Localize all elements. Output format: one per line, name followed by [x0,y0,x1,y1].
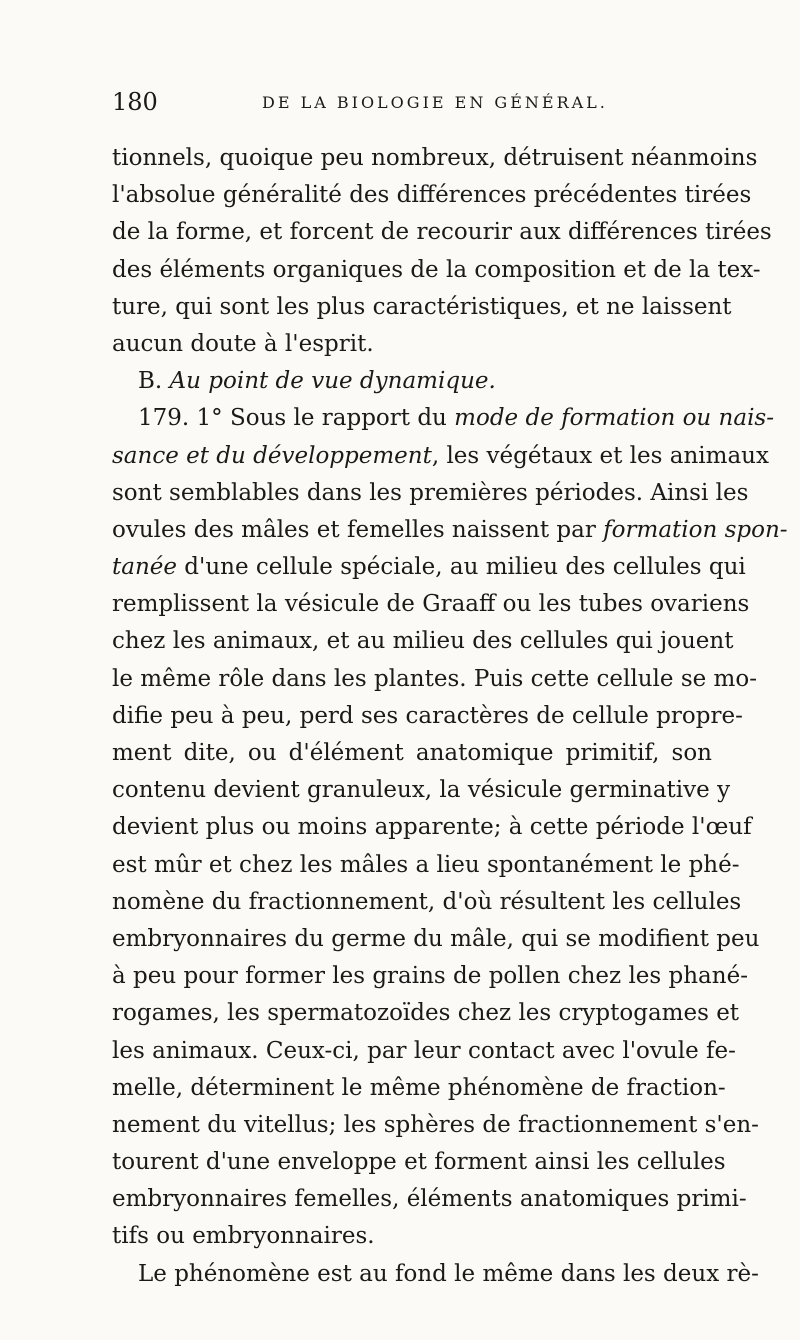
text-line: des éléments organiques de la composition et de la tex- [112,256,761,283]
text-line: difie peu à peu, perd ses caractères de cellule propre- [112,702,743,729]
text-line: tourent d'une enveloppe et forment ainsi les cellules [112,1149,726,1176]
page-number: 180 [112,88,158,116]
text-line: le même rôle dans les plantes. Puis cette cellule se mo- [112,665,757,692]
text-line: à peu pour former les grains de pollen chez les phané- [112,963,748,990]
text-line: Le phénomène est au fond le même dans les deux rè- [138,1260,759,1287]
text-line: sont semblables dans les premières périodes. Ainsi les [112,479,749,506]
text-line: remplissent la vésicule de Graaff ou les tubes ovariens [112,591,750,618]
body-text [112,140,788,1293]
text-line: embryonnaires femelles, éléments anatomiques primi- [112,1186,747,1213]
running-header [112,84,712,120]
text-line: nomène du fractionnement, d'où résultent les cellules [112,888,742,915]
text-line: nement du vitellus; les sphères de fractionnement s'en- [112,1111,759,1138]
section-subheading [112,363,712,400]
text-line: ment dite, ou d'élément anatomique primitif, son [112,740,712,766]
text-line: de la forme, et forcent de recourir aux différences tirées [112,219,772,246]
text-line: tifs ou embryonnaires. [112,1223,375,1250]
subheading-label: B. [138,368,163,395]
text-line: est mûr et chez les mâles a lieu spontanément le phé- [112,851,740,878]
text-line: ture, qui sont les plus caractéristiques, et ne laissent [112,293,732,320]
text-line: tanée d'une cellule spéciale, au milieu des cellules qui [112,554,746,581]
text-line: tionnels, quoique peu nombreux, détruisent néanmoins [112,145,758,171]
text-line: l'absolue généralité des différences précédentes tirées [112,182,752,209]
running-title: DE LA BIOLOGIE EN GÉNÉRAL. [262,93,608,112]
text-line: melle, déterminent le même phénomène de fraction- [112,1074,726,1101]
text-line: contenu devient granuleux, la vésicule germinative y [112,777,731,804]
subheading-title: Au point de vue dynamique. [169,368,496,395]
text-line: embryonnaires du germe du mâle, qui se modifient peu [112,925,760,952]
text-line: rogames, les spermatozoïdes chez les cryptogames et [112,1000,740,1027]
text-line: aucun doute à l'esprit. [112,330,374,357]
text-line: ovules des mâles et femelles naissent par formation spon- [112,516,788,543]
text-line: les animaux. Ceux-ci, par leur contact avec l'ovule fe- [112,1037,736,1064]
text-line: devient plus ou moins apparente; à cette période l'œuf [112,814,752,841]
text-line: 179. 1° Sous le rapport du mode de formation ou nais- [138,405,774,432]
text-line: sance et du développement, les végétaux et les animaux [112,442,769,469]
text-line: chez les animaux, et au milieu des cellules qui jouent [112,628,734,655]
